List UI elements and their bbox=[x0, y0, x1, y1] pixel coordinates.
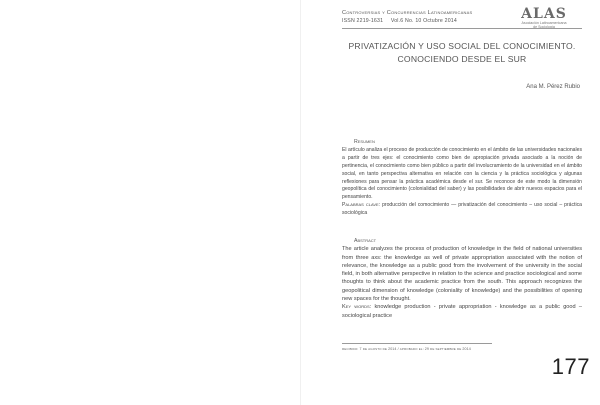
keywords-label-en: Key words: bbox=[342, 304, 372, 311]
abstract-label: Abstract bbox=[354, 238, 377, 244]
title-line-1: PRIVATIZACIÓN Y USO SOCIAL DEL CONOCIMIENTO. bbox=[348, 41, 576, 51]
resumen-label: Resumen bbox=[354, 139, 375, 145]
page-number: 177 bbox=[551, 354, 590, 379]
received-approved-dates: recibido: 7 de agosto de 2014 / aprobado el: 29 de septiembre de 2014 bbox=[342, 347, 471, 351]
article-title bbox=[342, 40, 582, 66]
abstract-section bbox=[342, 237, 582, 320]
keywords-es: producción del comocimiento — privatización del conocimiento – uso social – práctica sociológica bbox=[342, 202, 582, 217]
resumen-text: El artículo analiza el proceso de producción de conocimiento en el ámbito de las universidades nacionales a partir de tres ejes: el conocimiento como bien de apropiación privada asociado a la noción de pertinencia, el conocimiento como bien público a partir del involucramiento de la universidad en el ámbito social, en tanto perspectiva alternativa en relación con la ciencia y la práctica sociológica y algunas reflexiones para pensar la práctica académica desde el sur. Se reconoce de este modo la dimensión geopolítica del conocimiento (colonialidad del saber) y las posibilidades de abrir nuevos espacios para el pensamiento. bbox=[342, 146, 582, 201]
journal-header bbox=[342, 9, 522, 25]
abstract-keywords bbox=[342, 303, 582, 320]
keywords-label-es: Palabras clave: bbox=[342, 202, 381, 209]
abstract-text: The article analyzes the process of production of knowledge in the field of national universities from three axs: the knowledge as well of private appropriation associated with the notion of relevance, the knowledge as a public good from the involvement of the university in the social field, in both alternative perspective in relation to the science and practice sociological and some thoughts to think about the academic practice from the south. This approach recognizes the geopolitical dimension of knowledge (coloniality of knowledge) and the possibilities of opening new spaces for the thought. bbox=[342, 246, 582, 303]
keywords-en: knowledge production - private appropriation - knowledge as a public good – sociological practice bbox=[342, 304, 582, 319]
title-line-2: CONOCIENDO DESDE EL SUR bbox=[397, 54, 527, 64]
logo-subtitle-2: de Sociología bbox=[533, 25, 555, 30]
volume-info: Vol.6 No. 10 Octubre 2014 bbox=[390, 18, 457, 24]
logo-word: ALAS bbox=[521, 6, 567, 22]
resumen-section bbox=[342, 139, 582, 218]
header-divider bbox=[342, 28, 582, 29]
author-name: Ana M. Pérez Rubio bbox=[526, 84, 580, 90]
resumen-keywords bbox=[342, 202, 582, 218]
logo-subtitle-1: Asociación Latinoamericana bbox=[521, 21, 567, 25]
journal-title: Controversias y Concurrencias Latinoamericanas bbox=[342, 10, 473, 16]
footer-divider bbox=[342, 343, 492, 344]
journal-meta bbox=[342, 17, 522, 25]
alas-logo bbox=[508, 8, 580, 29]
issn: ISSN 2219-1631 bbox=[342, 18, 384, 24]
